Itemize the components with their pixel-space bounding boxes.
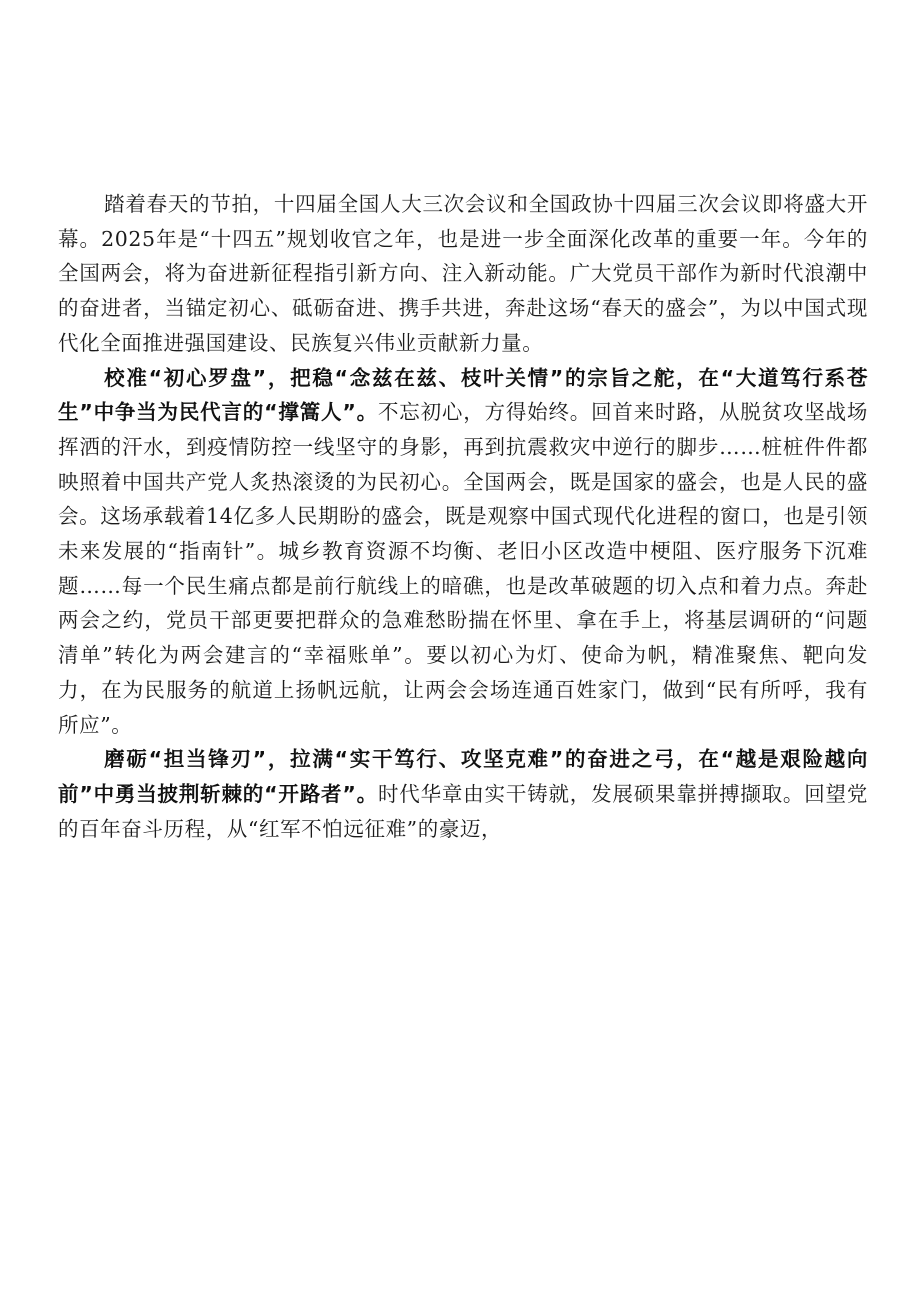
paragraph-body: 时代华章由实干铸就，发展硕果靠拼搏撷取。回望党的百年奋斗历程，从“红军不怕远征难”的豪迈， — [58, 781, 868, 841]
document-page — [58, 187, 868, 846]
paragraph-intro — [58, 187, 868, 361]
paragraph-body: 不忘初心，方得始终。回首来时路，从脱贫攻坚战场挥洒的汗水，到疫情防控一线坚守的身影，再到抗震救灾中逆行的脚步……桩桩件件都映照着中国共产党人炙热滚烫的为民初心。全国两会，既是国家的盛会，也是人民的盛会。这场承载着14亿多人民期盼的盛会，既是观察中国式现代化进程的窗口，也是引领未来发展的“指南针”。城乡教育资源不均衡、老旧小区改造中梗阻、医疗服务下沉难题……每一个民生痛点都是前行航线上的暗礁，也是改革破题的切入点和着力点。奔赴两会之约，党员干部更要把群众的急难愁盼揣在怀里、拿在手上，将基层调研的“问题清单”转化为两会建言的“幸福账单”。要以初心为灯、使命为帆，精准聚焦、靶向发力，在为民服务的航道上扬帆远航，让两会会场连通百姓家门，做到“民有所呼，我有所应”。 — [58, 400, 868, 737]
paragraph-body: 踏着春天的节拍，十四届全国人大三次会议和全国政协十四届三次会议即将盛大开幕。2025年是“十四五”规划收官之年，也是进一步全面深化改革的重要一年。今年的全国两会，将为奋进新征程指引新方向、注入新动能。广大党员干部作为新时代浪潮中的奋进者，当锚定初心、砥砺奋进、携手共进，奔赴这场“春天的盛会”，为以中国式现代化全面推进强国建设、民族复兴伟业贡献新力量。 — [58, 192, 868, 355]
section-heading: 校准“初心罗盘”，把稳“念兹在兹、枝叶关情”的宗旨之舵，在“大道笃行系苍生”中争当为民代言的“撑篙人”。 — [58, 365, 868, 425]
paragraph-section-1 — [58, 361, 868, 743]
paragraph-section-2 — [58, 742, 868, 846]
section-heading: 磨砺“担当锋刃”，拉满“实干笃行、攻坚克难”的奋进之弓，在“越是艰险越向前”中勇当披荆斩棘的“开路者”。 — [58, 747, 868, 806]
